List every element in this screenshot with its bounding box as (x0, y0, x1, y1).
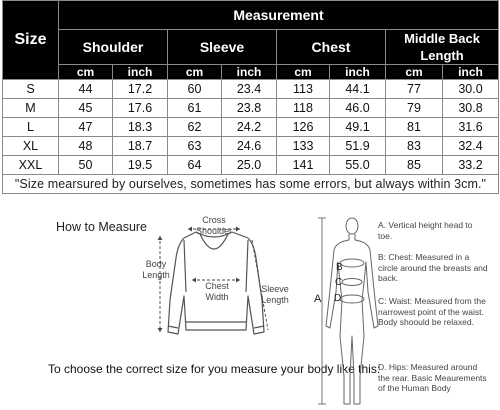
table-cell: 23.4 (222, 80, 277, 99)
table-cell: 85 (386, 156, 443, 175)
table-cell: 18.7 (113, 137, 168, 156)
cross-shoulder-label: Cross Shoulder (195, 215, 233, 236)
measurement-header: Measurement (59, 1, 499, 30)
table-cell: 113 (277, 80, 330, 99)
table-cell: 46.0 (330, 99, 386, 118)
size-cell: L (3, 118, 59, 137)
table-cell: 17.6 (113, 99, 168, 118)
unit-header: inch (113, 65, 168, 80)
table-cell: 33.2 (443, 156, 499, 175)
description-hips: D. Hips: Measured around the rear. Basic Meaurements of the Human Body (378, 362, 487, 393)
table-cell: 83 (386, 137, 443, 156)
table-cell: 62 (168, 118, 222, 137)
table-cell: 81 (386, 118, 443, 137)
size-note: "Size mearsured by ourselves, sometimes has some errors, but always within 3cm." (3, 175, 499, 194)
table-cell: 77 (386, 80, 443, 99)
table-cell: 61 (168, 99, 222, 118)
table-cell: 32.4 (443, 137, 499, 156)
table-cell: 30.0 (443, 80, 499, 99)
table-cell: 50 (59, 156, 113, 175)
unit-header: inch (443, 65, 499, 80)
middle-back-length-header: Middle Back Length (386, 30, 499, 65)
table-cell: 45 (59, 99, 113, 118)
table-cell: 79 (386, 99, 443, 118)
unit-header: inch (222, 65, 277, 80)
table-cell: 25.0 (222, 156, 277, 175)
size-header: Size (3, 1, 59, 80)
figure-letter-d: D (334, 293, 342, 304)
table-cell: 30.8 (443, 99, 499, 118)
table-cell: 47 (59, 118, 113, 137)
table-cell: 31.6 (443, 118, 499, 137)
figure-letter-b: B (336, 262, 343, 273)
description-waist: C: Waist: Measured from the narrowest point of the waist. Body shoould be relaxed. (378, 296, 486, 327)
sleeve-header: Sleeve (168, 30, 277, 65)
table-cell: 24.2 (222, 118, 277, 137)
chest-header: Chest (277, 30, 386, 65)
table-cell: 19.5 (113, 156, 168, 175)
table-cell: 48 (59, 137, 113, 156)
choose-size-instruction: To choose the correct size for you measure your body like this: (48, 362, 381, 376)
table-cell: 133 (277, 137, 330, 156)
figure-letter-a: A (314, 293, 322, 305)
size-cell: M (3, 99, 59, 118)
table-cell: 55.0 (330, 156, 386, 175)
table-cell: 44.1 (330, 80, 386, 99)
table-cell: 23.8 (222, 99, 277, 118)
table-cell: 141 (277, 156, 330, 175)
table-cell: 60 (168, 80, 222, 99)
table-cell: 51.9 (330, 137, 386, 156)
table-cell: 18.3 (113, 118, 168, 137)
description-height: A. Vertical height head to toe. (378, 220, 473, 241)
size-cell: XL (3, 137, 59, 156)
table-cell: 126 (277, 118, 330, 137)
sleeve-length-label: Sleeve Length (261, 284, 289, 305)
description-chest: B: Chest: Measured in a circle around the breasts and back. (378, 252, 488, 283)
size-cell: S (3, 80, 59, 99)
table-cell: 64 (168, 156, 222, 175)
table-cell: 118 (277, 99, 330, 118)
body-length-label: Body Length (142, 259, 170, 280)
chest-width-label: Chest Width (205, 281, 229, 302)
unit-header: cm (386, 65, 443, 80)
size-cell: XXL (3, 156, 59, 175)
unit-header: cm (168, 65, 222, 80)
shoulder-header: Shoulder (59, 30, 168, 65)
table-cell: 44 (59, 80, 113, 99)
unit-header: cm (59, 65, 113, 80)
table-cell: 63 (168, 137, 222, 156)
table-cell: 24.6 (222, 137, 277, 156)
how-to-measure-title: How to Measure (56, 220, 148, 234)
unit-header: cm (277, 65, 330, 80)
table-cell: 17.2 (113, 80, 168, 99)
unit-header: inch (330, 65, 386, 80)
table-cell: 49.1 (330, 118, 386, 137)
figure-letter-c: C (335, 277, 343, 288)
